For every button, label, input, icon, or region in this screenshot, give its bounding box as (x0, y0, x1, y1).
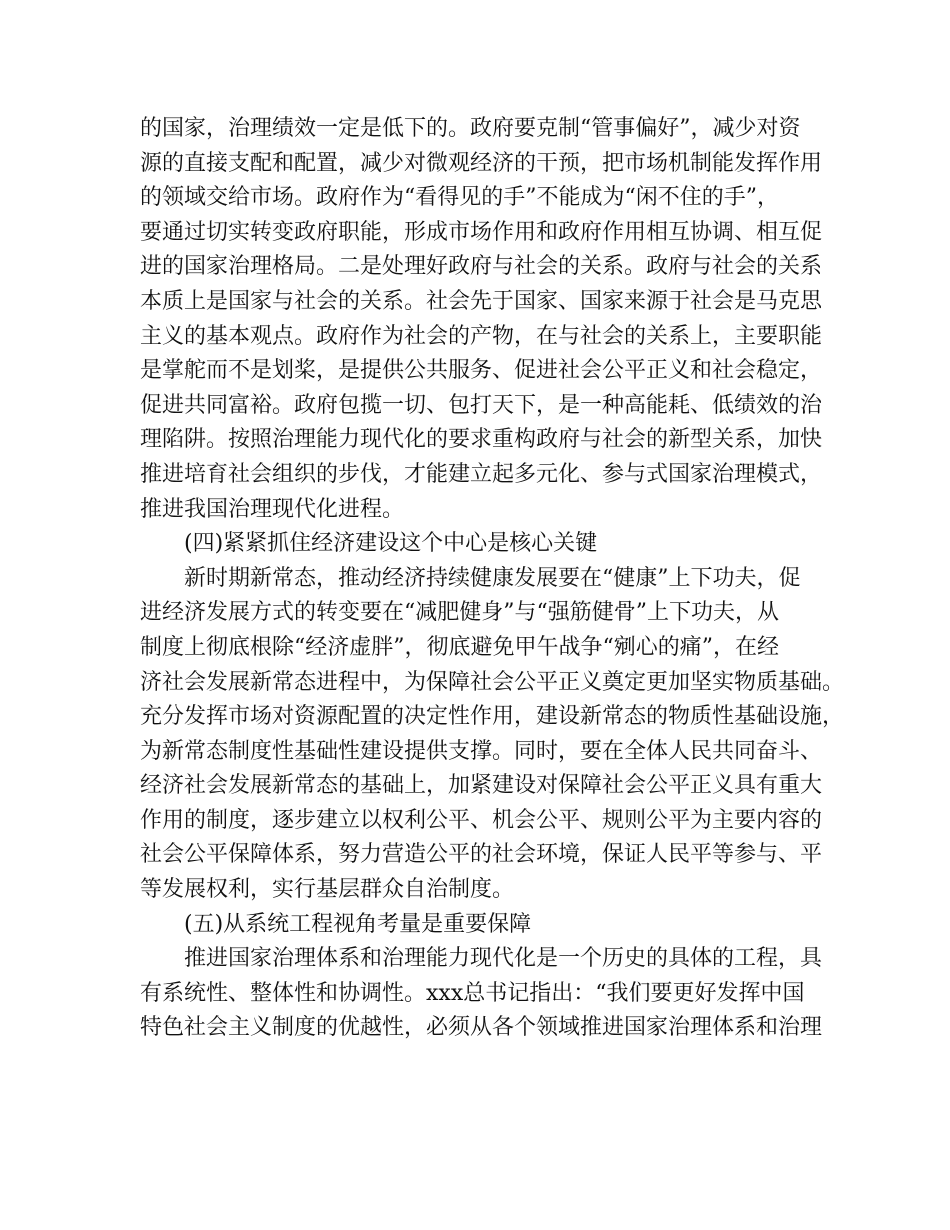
section-heading: (五)从系统工程视角考量是重要保障 (184, 911, 532, 937)
text-line: 的领域交给市场。政府作为“看得见的手”不能成为“闲不住的手”， (140, 185, 779, 211)
text-line: 经济社会发展新常态的基础上，加紧建设对保障社会公平正义具有重大 (140, 773, 823, 799)
text-line: 本质上是国家与社会的关系。社会先于国家、国家来源于社会是马克思 (140, 288, 823, 314)
text-line: 济社会发展新常态进程中，为保障社会公平正义奠定更加坚实物质基础。 (140, 669, 845, 695)
text-line: 等发展权利，实行基层群众自治制度。 (140, 877, 515, 903)
text-line: 制度上彻底根除“经济虚胖”，彻底避免甲午战争“剜心的痛”，在经 (140, 634, 779, 660)
text-line: 进经济发展方式的转变要在“减肥健身”与“强筋健骨”上下功夫，从 (140, 600, 779, 626)
text-line: 进的国家治理格局。二是处理好政府与社会的关系。政府与社会的关系 (140, 254, 823, 280)
text-line: 作用的制度，逐步建立以权利公平、机会公平、规则公平为主要内容的 (140, 807, 823, 833)
text-line: 社会公平保障体系，努力营造公平的社会环境，保证人民平等参与、平 (140, 842, 823, 868)
text-line: 特色社会主义制度的优越性，必须从各个领域推进国家治理体系和治理 (140, 1015, 823, 1041)
text-line: 推进国家治理体系和治理能力现代化是一个历史的具体的工程，具 (184, 946, 823, 972)
section-heading: (四)紧紧抓住经济建设这个中心是核心关键 (184, 531, 598, 557)
text-line: 充分发挥市场对资源配置的决定性作用，建设新常态的物质性基础设施， (140, 704, 845, 730)
text-line: 主义的基本观点。政府作为社会的产物，在与社会的关系上，主要职能 (140, 323, 823, 349)
text-line: 为新常态制度性基础性建设提供支撑。同时，要在全体人民共同奋斗、 (140, 738, 823, 764)
text-line: 理陷阱。按照治理能力现代化的要求重构政府与社会的新型关系，加快 (140, 427, 823, 453)
text-line: 要通过切实转变政府职能，形成市场作用和政府作用相互协调、相互促 (140, 219, 823, 245)
text-line: 是掌舵而不是划桨，是提供公共服务、促进社会公平正义和社会稳定， (140, 358, 823, 384)
text-line: 源的直接支配和配置，减少对微观经济的干预，把市场机制能发挥作用 (140, 150, 823, 176)
text-line: 推进我国治理现代化进程。 (140, 496, 405, 522)
body-text (140, 112, 845, 1046)
text-line: 的国家，治理绩效一定是低下的。政府要克制“管事偏好”，减少对资 (140, 116, 801, 141)
text-line: 促进共同富裕。政府包揽一切、包打天下，是一种高能耗、低绩效的治 (140, 392, 823, 418)
text-line: 有系统性、整体性和协调性。xxx总书记指出：“我们要更好发挥中国 (140, 980, 805, 1006)
text-line: 新时期新常态，推动经济持续健康发展要在“健康”上下功夫，促 (184, 565, 801, 591)
text-line: 推进培育社会组织的步伐，才能建立起多元化、参与式国家治理模式， (140, 461, 823, 487)
